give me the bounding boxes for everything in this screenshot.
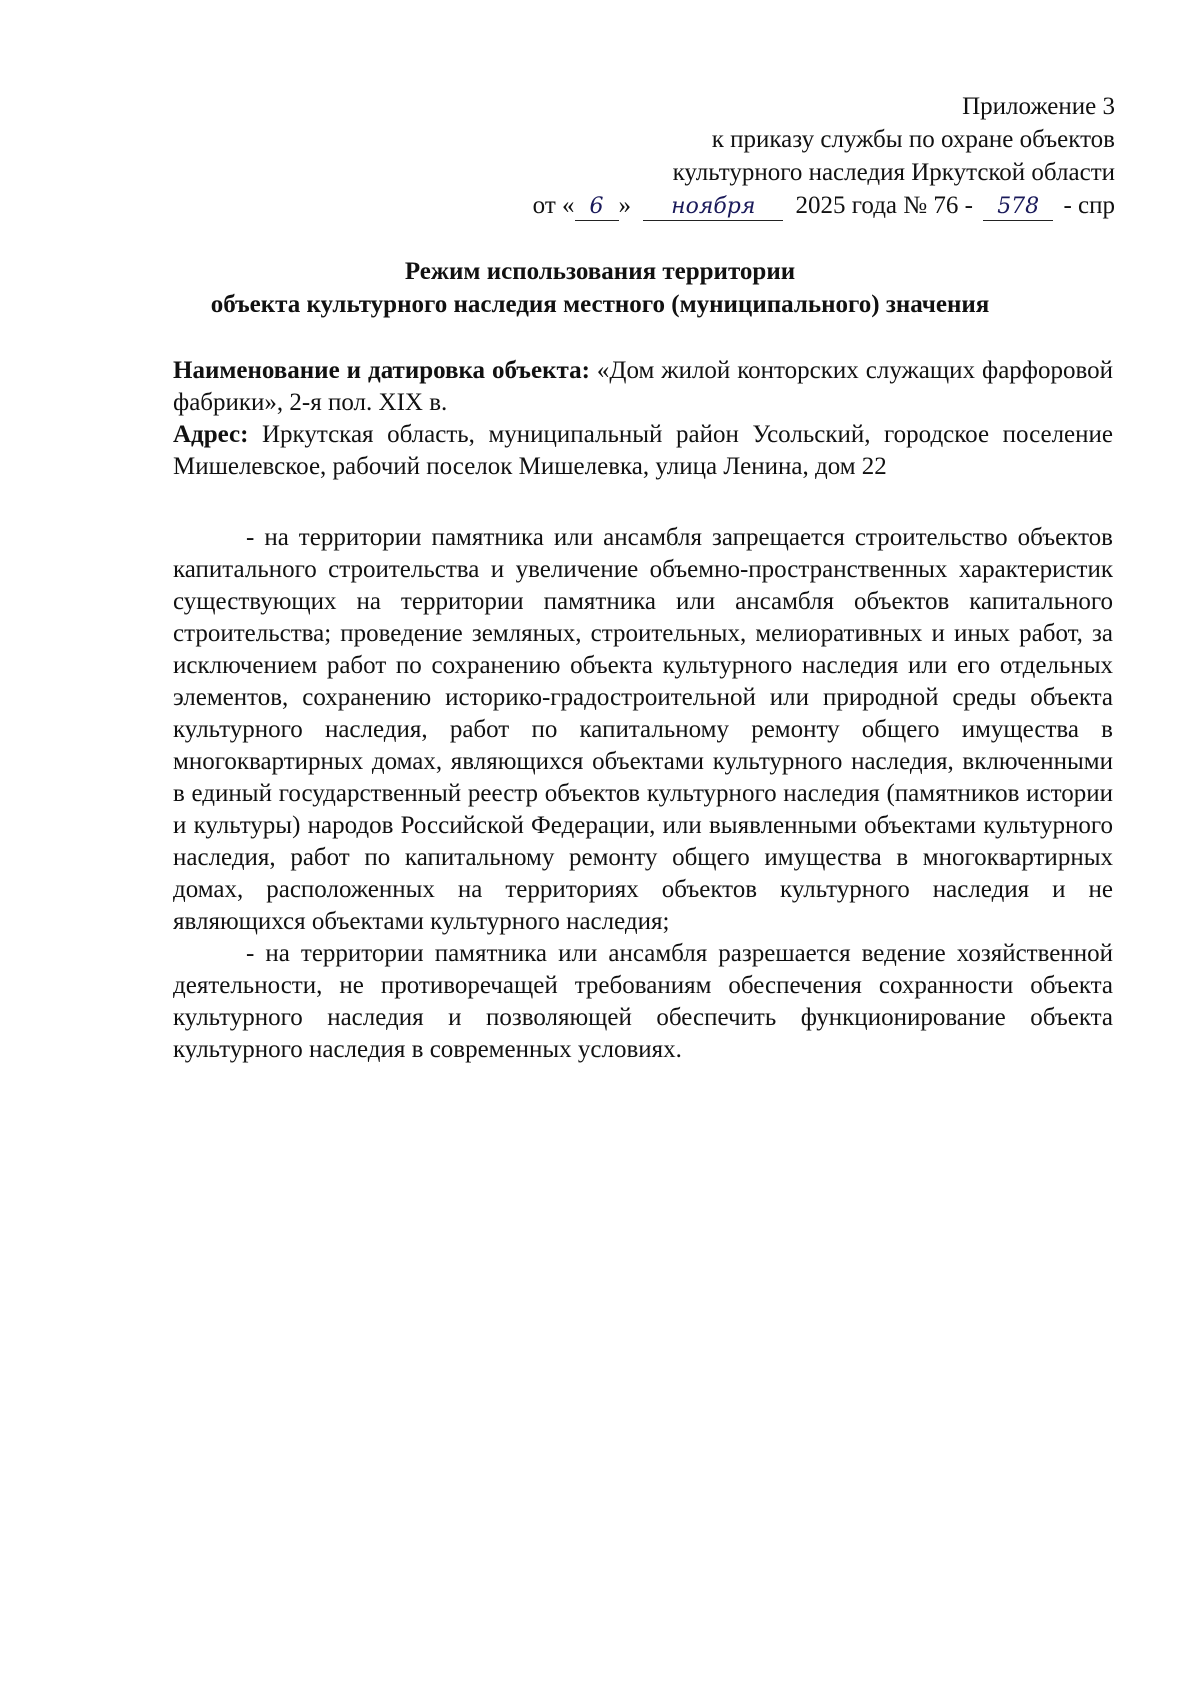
order-reference-line-1: к приказу службы по охране объектов [711,126,1115,153]
object-name-label: Наименование и датировка объекта: [173,357,590,384]
appendix-number: Приложение 3 [962,93,1115,120]
title-line-1: Режим использования территории [404,258,796,285]
paragraph-prohibitions: - на территории памятника или ансамбля запрещается строительство объектов капитального строительства и увеличение объемно-пространственных характеристик существующих на территории памятника или ансамбля объектов капитального строительства; проведение земляных, строительных, мелиоративных и иных работ, за исключением работ по сохранению объекта культурного наследия или его отдельных элементов, сохранению историко-градостроительной или природной среды объекта культурного наследия, работ по капитальному ремонту общего имущества в многоквартирных домах, являющихся объектами культурного наследия, включенными в единый государственный реестр объектов культурного наследия (памятников истории и культуры) народов Российской Федерации, или выявленными объектами культурного наследия, работ по капитальному ремонту общего имущества в многоквартирных домах, расположенных на территориях объектов культурного наследия и не являющихся объектами культурного наследия; [173,524,1113,935]
doc-suffix: - спр [1063,192,1115,219]
date-mid: » [618,192,632,219]
object-name-value: «Дом жилой конторских служащих фарфоровой фабрики», 2-я пол. XIX в. [173,357,1113,416]
object-address-label: Адрес: [173,421,249,448]
object-name [173,355,1113,419]
object-address [173,419,1113,483]
title-line-2: объекта культурного наследия местного (муниципального) значения [210,291,990,318]
handwritten-month: ноября [643,194,783,221]
order-reference-line-2: культурного наследия Иркутской области [672,159,1115,186]
document-title [0,255,1200,321]
appendix-header [533,90,1115,222]
date-prefix: от « [532,192,575,219]
order-date-line [533,189,1115,222]
handwritten-day: 6 [575,194,619,221]
usage-regime-text [173,522,1113,1066]
date-year: 2025 года № 76 - [795,192,973,219]
object-address-value: Иркутская область, муниципальный район Усольский, городское поселение Мишелевское, рабочий поселок Мишелевка, улица Ленина, дом 22 [173,421,1114,480]
handwritten-doc-number: 578 [983,194,1053,221]
object-info [173,355,1113,483]
paragraph-permissions: - на территории памятника или ансамбля разрешается ведение хозяйственной деятельности, не противоречащей требованиям обеспечения сохранности объекта культурного наследия и позволяющей обеспечить функционирование объекта культурного наследия в современных условиях. [173,940,1113,1063]
